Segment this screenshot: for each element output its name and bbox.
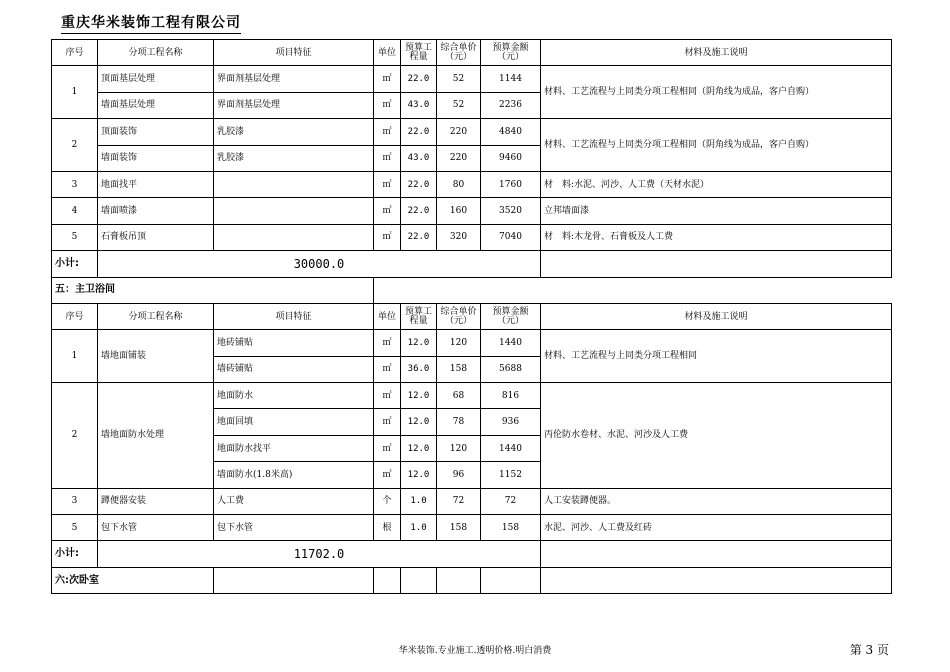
unit-cell: ㎡ (374, 92, 401, 118)
table-header (52, 40, 892, 66)
unit-cell: ㎡ (374, 356, 401, 382)
section-title-row (52, 277, 892, 303)
header-unit: 单位 (374, 40, 401, 66)
notes-cell: 材 料:木龙骨、石膏板及人工费 (541, 224, 892, 250)
seq-cell: 1 (52, 330, 98, 383)
price-cell: 120 (437, 330, 481, 356)
section-title: 六:次卧室 (52, 567, 214, 593)
unit-cell: ㎡ (374, 145, 401, 171)
qty-cell: 22.0 (401, 171, 437, 197)
header-unit: 单位 (374, 303, 401, 329)
price-cell: 96 (437, 462, 481, 488)
page-number: 第 3 页 (849, 643, 889, 657)
amount-cell: 1440 (481, 330, 541, 356)
table-row (52, 383, 892, 409)
amount-cell: 3520 (481, 198, 541, 224)
qty-cell: 22.0 (401, 198, 437, 224)
feature-cell: 墙面防水(1.8米高) (214, 462, 374, 488)
subtotal-value: 30000.0 (98, 251, 541, 277)
empty-cell (541, 251, 892, 277)
unit-cell: ㎡ (374, 198, 401, 224)
feature-cell: 界面剂基层处理 (214, 66, 374, 92)
name-cell: 顶面装饰 (98, 119, 214, 145)
qty-cell: 1.0 (401, 515, 437, 541)
notes-cell: 材料、工艺流程与上同类分项工程相同 (541, 330, 892, 383)
subtotal-label: 小计: (52, 251, 98, 277)
qty-cell: 12.0 (401, 409, 437, 435)
table-row (52, 198, 892, 224)
qty-cell: 43.0 (401, 145, 437, 171)
empty-cell (401, 567, 437, 593)
price-cell: 160 (437, 198, 481, 224)
qty-cell: 43.0 (401, 92, 437, 118)
amount-cell: 4840 (481, 119, 541, 145)
section-title: 五：主卫浴间 (52, 277, 374, 303)
header-amount: 预算金额（元） (481, 303, 541, 329)
amount-cell: 1152 (481, 462, 541, 488)
notes-cell: 立邦墙面漆 (541, 198, 892, 224)
amount-cell: 72 (481, 488, 541, 514)
header-qty: 预算工程量 (401, 40, 437, 66)
qty-cell: 12.0 (401, 330, 437, 356)
amount-cell: 9460 (481, 145, 541, 171)
notes-cell: 材料、工艺流程与上同类分项工程相同（阴角线为成品，客户自购） (541, 119, 892, 172)
table-row (52, 488, 892, 514)
header-feature: 项目特征 (214, 40, 374, 66)
price-cell: 72 (437, 488, 481, 514)
header-feature: 项目特征 (214, 303, 374, 329)
price-cell: 52 (437, 92, 481, 118)
footer-slogan: 华米装饰.专业施工.透明价格.明白消费 (398, 646, 552, 656)
feature-cell (214, 198, 374, 224)
qty-cell: 12.0 (401, 462, 437, 488)
unit-cell: ㎡ (374, 330, 401, 356)
price-cell: 320 (437, 224, 481, 250)
unit-cell: ㎡ (374, 66, 401, 92)
table-header (52, 303, 892, 329)
unit-cell: ㎡ (374, 462, 401, 488)
header-seq: 序号 (52, 40, 98, 66)
qty-cell: 12.0 (401, 435, 437, 461)
unit-cell: ㎡ (374, 383, 401, 409)
qty-cell: 22.0 (401, 224, 437, 250)
amount-cell: 2236 (481, 92, 541, 118)
budget-table (51, 39, 892, 594)
amount-cell: 1440 (481, 435, 541, 461)
seq-cell: 5 (52, 224, 98, 250)
subtotal-value: 11702.0 (98, 541, 541, 567)
seq-cell: 5 (52, 515, 98, 541)
table-row (52, 224, 892, 250)
table-row (52, 330, 892, 356)
feature-cell: 地面防水找平 (214, 435, 374, 461)
qty-cell: 12.0 (401, 383, 437, 409)
empty-cell (214, 567, 374, 593)
feature-cell: 包下水管 (214, 515, 374, 541)
seq-cell: 4 (52, 198, 98, 224)
price-cell: 220 (437, 119, 481, 145)
subtotal-row (52, 251, 892, 277)
header-name: 分项工程名称 (98, 40, 214, 66)
feature-cell: 地面回填 (214, 409, 374, 435)
price-cell: 52 (437, 66, 481, 92)
amount-cell: 1760 (481, 171, 541, 197)
unit-cell: ㎡ (374, 224, 401, 250)
unit-cell: ㎡ (374, 409, 401, 435)
feature-cell: 人工费 (214, 488, 374, 514)
empty-cell (374, 567, 401, 593)
seq-cell: 3 (52, 171, 98, 197)
unit-cell: ㎡ (374, 119, 401, 145)
unit-cell: ㎡ (374, 171, 401, 197)
seq-cell: 3 (52, 488, 98, 514)
qty-cell: 22.0 (401, 66, 437, 92)
empty-cell (541, 567, 892, 593)
subtotal-label: 小计: (52, 541, 98, 567)
header-qty: 预算工程量 (401, 303, 437, 329)
empty-cell (541, 541, 892, 567)
price-cell: 78 (437, 409, 481, 435)
notes-cell: 人工安装蹲便器。 (541, 488, 892, 514)
price-cell: 68 (437, 383, 481, 409)
name-cell: 地面找平 (98, 171, 214, 197)
name-cell: 顶面基层处理 (98, 66, 214, 92)
unit-cell: 根 (374, 515, 401, 541)
unit-cell: 个 (374, 488, 401, 514)
qty-cell: 36.0 (401, 356, 437, 382)
feature-cell: 地砖铺贴 (214, 330, 374, 356)
feature-cell: 墙砖铺贴 (214, 356, 374, 382)
header-amount: 预算金额（元） (481, 40, 541, 66)
feature-cell (214, 224, 374, 250)
price-cell: 158 (437, 356, 481, 382)
amount-cell: 816 (481, 383, 541, 409)
table-row (52, 171, 892, 197)
feature-cell: 界面剂基层处理 (214, 92, 374, 118)
table-row (52, 515, 892, 541)
name-cell: 墙面基层处理 (98, 92, 214, 118)
empty-cell (481, 567, 541, 593)
header-name: 分项工程名称 (98, 303, 214, 329)
section-title-row (52, 567, 892, 593)
amount-cell: 5688 (481, 356, 541, 382)
name-cell: 蹲便器安装 (98, 488, 214, 514)
header-notes: 材料及施工说明 (541, 303, 892, 329)
price-cell: 220 (437, 145, 481, 171)
price-cell: 120 (437, 435, 481, 461)
notes-cell: 材 料:水泥、河沙、人工费（天材水泥） (541, 171, 892, 197)
notes-cell: 丙伦防水卷材、水泥、河沙及人工费 (541, 383, 892, 489)
feature-cell (214, 171, 374, 197)
feature-cell: 乳胶漆 (214, 145, 374, 171)
name-cell: 包下水管 (98, 515, 214, 541)
feature-cell: 地面防水 (214, 383, 374, 409)
amount-cell: 1144 (481, 66, 541, 92)
price-cell: 158 (437, 515, 481, 541)
qty-cell: 1.0 (401, 488, 437, 514)
empty-cell (437, 567, 481, 593)
header-notes: 材料及施工说明 (541, 40, 892, 66)
seq-cell: 2 (52, 383, 98, 489)
amount-cell: 158 (481, 515, 541, 541)
header-price: 综合单价（元） (437, 40, 481, 66)
name-cell: 墙地面铺装 (98, 330, 214, 383)
header-price: 综合单价（元） (437, 303, 481, 329)
name-cell: 墙面喷漆 (98, 198, 214, 224)
table-row (52, 66, 892, 92)
price-cell: 80 (437, 171, 481, 197)
header-seq: 序号 (52, 303, 98, 329)
name-cell: 墙地面防水处理 (98, 383, 214, 489)
qty-cell: 22.0 (401, 119, 437, 145)
table-row (52, 119, 892, 145)
name-cell: 墙面装饰 (98, 145, 214, 171)
empty-cell (374, 277, 892, 303)
feature-cell: 乳胶漆 (214, 119, 374, 145)
unit-cell: ㎡ (374, 435, 401, 461)
notes-cell: 水泥、河沙、人工费及红砖 (541, 515, 892, 541)
amount-cell: 936 (481, 409, 541, 435)
amount-cell: 7040 (481, 224, 541, 250)
name-cell: 石膏板吊顶 (98, 224, 214, 250)
company-name: 重庆华米装饰工程有限公司 (61, 12, 241, 34)
seq-cell: 2 (52, 119, 98, 172)
notes-cell: 材料、工艺流程与上同类分项工程相同（阴角线为成品，客户自购） (541, 66, 892, 119)
subtotal-row (52, 541, 892, 567)
seq-cell: 1 (52, 66, 98, 119)
